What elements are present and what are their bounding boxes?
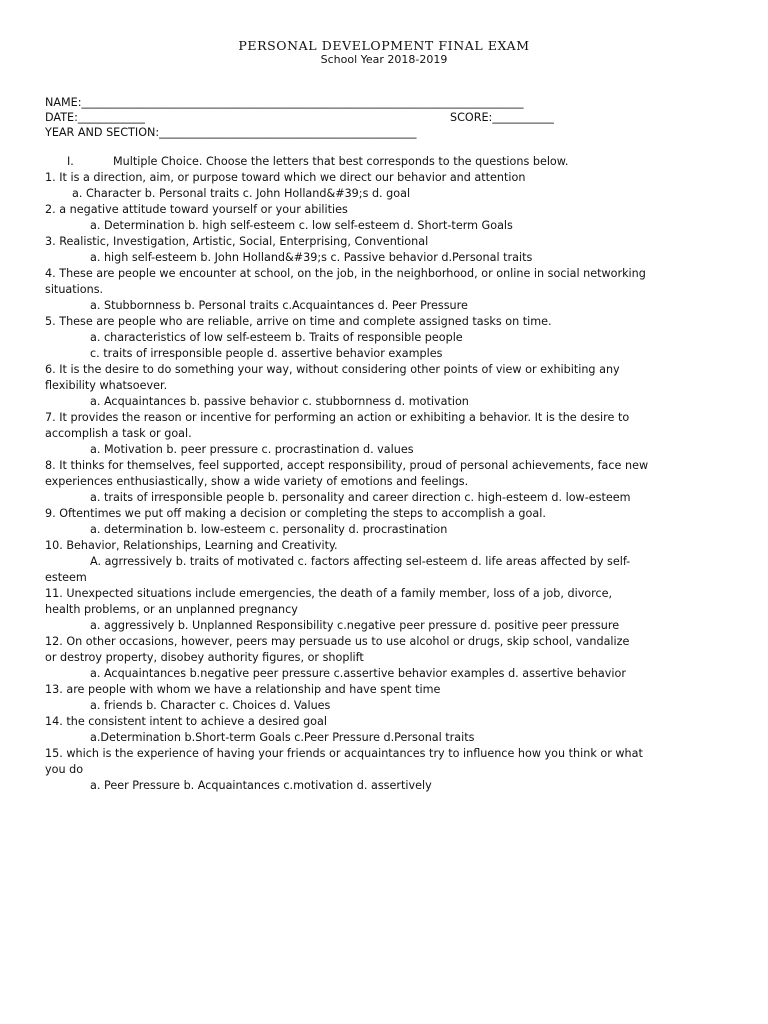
question-text: 12. On other occasions, however, peers may persuade us to use alcohol or drugs, skip school, vandalize bbox=[45, 635, 630, 648]
question-text: 3. Realistic, Investigation, Artistic, Social, Enterprising, Conventional bbox=[45, 235, 429, 248]
answer-choices: a. characteristics of low self-esteem b. Traits of responsible people bbox=[90, 331, 463, 344]
answer-choices: a.Determination b.Short-term Goals c.Peer Pressure d.Personal traits bbox=[90, 731, 475, 744]
answer-choices: a. Acquaintances b. passive behavior c. stubbornness d. motivation bbox=[90, 395, 469, 408]
answer-choices: a. traits of irresponsible people b. personality and career direction c. high-esteem d. low-esteem bbox=[90, 491, 631, 504]
section-instructions: Multiple Choice. Choose the letters that best corresponds to the questions below. bbox=[113, 155, 569, 168]
answer-choices: a. Character b. Personal traits c. John Holland&#39;s d. goal bbox=[72, 187, 411, 200]
score-field: SCORE:___________ bbox=[450, 111, 554, 124]
question-text: 7. It provides the reason or incentive for performing an action or exhibiting a behavior. It is the desire to bbox=[45, 411, 630, 424]
answer-choices: a. friends b. Character c. Choices d. Values bbox=[90, 699, 331, 712]
question-text: situations. bbox=[45, 283, 104, 296]
answer-choices: a. Stubbornness b. Personal traits c.Acquaintances d. Peer Pressure bbox=[90, 299, 468, 312]
question-text: 5. These are people who are reliable, arrive on time and complete assigned tasks on time. bbox=[45, 315, 552, 328]
section-numeral: I. bbox=[67, 155, 74, 168]
question-text: 13. are people with whom we have a relationship and have spent time bbox=[45, 683, 441, 696]
answer-choices: a. Acquaintances b.negative peer pressure c.assertive behavior examples d. assertive behavior bbox=[90, 667, 626, 680]
question-text: esteem bbox=[45, 571, 87, 584]
question-text: 1. It is a direction, aim, or purpose toward which we direct our behavior and attention bbox=[45, 171, 526, 184]
question-text: 8. It thinks for themselves, feel supported, accept responsibility, proud of personal achievements, face new bbox=[45, 459, 649, 472]
answer-choices: c. traits of irresponsible people d. assertive behavior examples bbox=[90, 347, 443, 360]
answer-choices: a. aggressively b. Unplanned Responsibility c.negative peer pressure d. positive peer pressure bbox=[90, 619, 620, 632]
question-text: flexibility whatsoever. bbox=[45, 379, 168, 392]
question-text: 11. Unexpected situations include emergencies, the death of a family member, loss of a job, divorce, bbox=[45, 587, 613, 600]
question-text: or destroy property, disobey authority figures, or shoplift bbox=[45, 651, 364, 664]
answer-choices: a. high self-esteem b. John Holland&#39;s c. Passive behavior d.Personal traits bbox=[90, 251, 533, 264]
name-field: NAME:_______________________________________________________________________________ bbox=[45, 96, 524, 109]
question-text: 4. These are people we encounter at school, on the job, in the neighborhood, or online in social networking bbox=[45, 267, 646, 280]
question-text: accomplish a task or goal. bbox=[45, 427, 192, 440]
question-text: 15. which is the experience of having your friends or acquaintances try to influence how you think or what bbox=[45, 747, 643, 760]
question-text: 6. It is the desire to do something your way, without considering other points of view or exhibiting any bbox=[45, 363, 620, 376]
page-title: PERSONAL DEVELOPMENT FINAL EXAM bbox=[238, 38, 530, 53]
question-text: experiences enthusiastically, show a wide variety of emotions and feelings. bbox=[45, 475, 469, 488]
year-section-field: YEAR AND SECTION:______________________________________________ bbox=[45, 126, 417, 139]
question-text: 14. the consistent intent to achieve a desired goal bbox=[45, 715, 327, 728]
question-text: you do bbox=[45, 763, 84, 776]
answer-choices: a. Motivation b. peer pressure c. procrastination d. values bbox=[90, 443, 414, 456]
question-text: 10. Behavior, Relationships, Learning and Creativity. bbox=[45, 539, 338, 552]
question-text: health problems, or an unplanned pregnancy bbox=[45, 603, 298, 616]
answer-choices: a. determination b. low-esteem c. personality d. procrastination bbox=[90, 523, 448, 536]
date-field: DATE:____________ bbox=[45, 111, 145, 124]
question-text: 9. Oftentimes we put off making a decision or completing the steps to accomplish a goal. bbox=[45, 507, 546, 520]
answer-choices: a. Determination b. high self-esteem c. low self-esteem d. Short-term Goals bbox=[90, 219, 513, 232]
school-year: School Year 2018-2019 bbox=[320, 53, 448, 66]
answer-choices: A. agrressively b. traits of motivated c. factors affecting sel-esteem d. life areas affected by self- bbox=[90, 555, 631, 568]
question-text: 2. a negative attitude toward yourself or your abilities bbox=[45, 203, 348, 216]
answer-choices: a. Peer Pressure b. Acquaintances c.motivation d. assertively bbox=[90, 779, 432, 792]
